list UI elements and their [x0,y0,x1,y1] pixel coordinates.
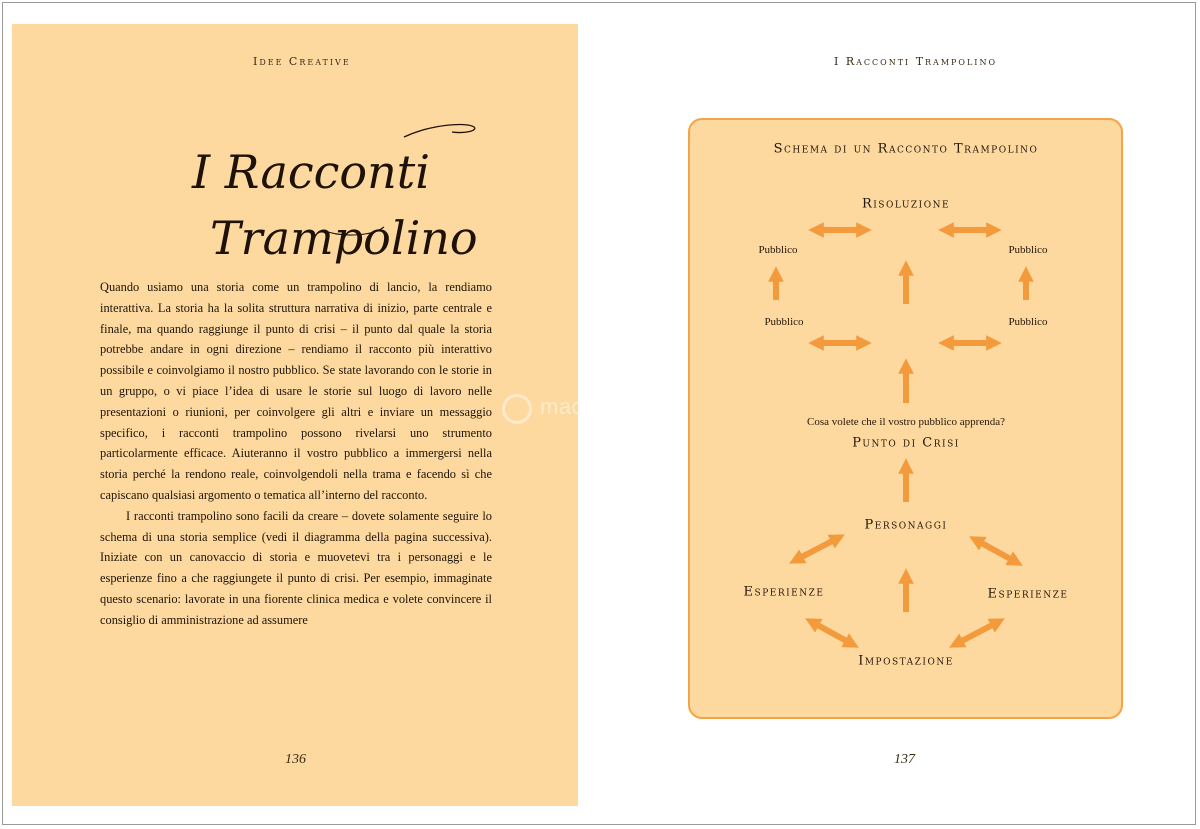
label-esperienze-left: Esperienze [743,584,825,600]
arrow-esperienze-impostazione-left [812,622,852,644]
label-risoluzione: Risoluzione [861,196,951,212]
page-number-left: 136 [285,752,306,767]
label-pubblico-top-left: Pubblico [758,244,798,256]
label-personaggi: Personaggi [864,517,948,533]
arrow-personaggi-esperienze-right [976,540,1016,562]
title-line-1: I Racconti [192,145,430,199]
paragraph-2: I racconti trampolino sono facili da creare – dovete solamente seguire lo schema di una storia semplice (vedi il diagramma della pagina successiva). Iniziate con un canovaccio di storia e muovetevi tra i personaggi e le esperienze fino a che raggiungete il punto di crisi. Per esempio, immaginate questo scenario: lavorate in una fiorente clinica medica e volete convincere il consiglio di amministrazione ad assumere [100,508,492,627]
label-impostazione: Impostazione [858,653,954,669]
running-head-right: I Racconti Trampolino [834,55,997,68]
diagram-title: Schema di un Racconto Trampolino [773,141,1039,157]
label-question: Cosa volete che il vostro pubblico apprenda? [807,416,1005,428]
arrow-esperienze-personaggi-left [796,538,838,560]
title-line-2: Trampolino [210,211,478,265]
label-pubblico-mid-right: Pubblico [1008,316,1048,328]
arrow-impostazione-esperienze-right [956,622,998,644]
watermark [500,396,710,436]
label-esperienze-right: Esperienze [987,586,1069,602]
label-punto-di-crisi: Punto di Crisi [852,435,960,451]
page-number-right: 137 [894,752,915,767]
label-pubblico-top-right: Pubblico [1008,244,1048,256]
label-pubblico-mid-left: Pubblico [764,316,804,328]
body-text [100,277,492,631]
paragraph-1: Quando usiamo una storia come un trampolino di lancio, la rendiamo interattiva. La storia ha la solita struttura narrativa di inizio, parte centrale e finale, ma quando raggiunge il punto di crisi – il punto dal quale la storia potrebbe andare in ogni direzione – rendiamo il racconto più interattivo possibile e coinvolgiamo il nostro pubblico. Se state lavorando con le storie in un gruppo, o vi piace l’idea di usare le storie sul luogo di lavoro nelle presentazioni o riunioni, per coinvolgere gli altri e inviare un messaggio specifico, i racconti trampolino possono rivelarsi uno strumento particolarmente efficace. Aiuteranno il vostro pubblico a immergersi nella storia perché la rendono reale, coinvolgendoli nella trama e facendo sì che capiscano qualsiasi argomento o tematica all’interno del racconto. [100,280,492,502]
story-diagram [688,118,1123,719]
left-page [12,24,578,806]
watermark-logo-icon [502,394,532,424]
running-head-left: Idee Creative [253,55,351,68]
watermark-text: macrolibrarsi [540,394,673,419]
